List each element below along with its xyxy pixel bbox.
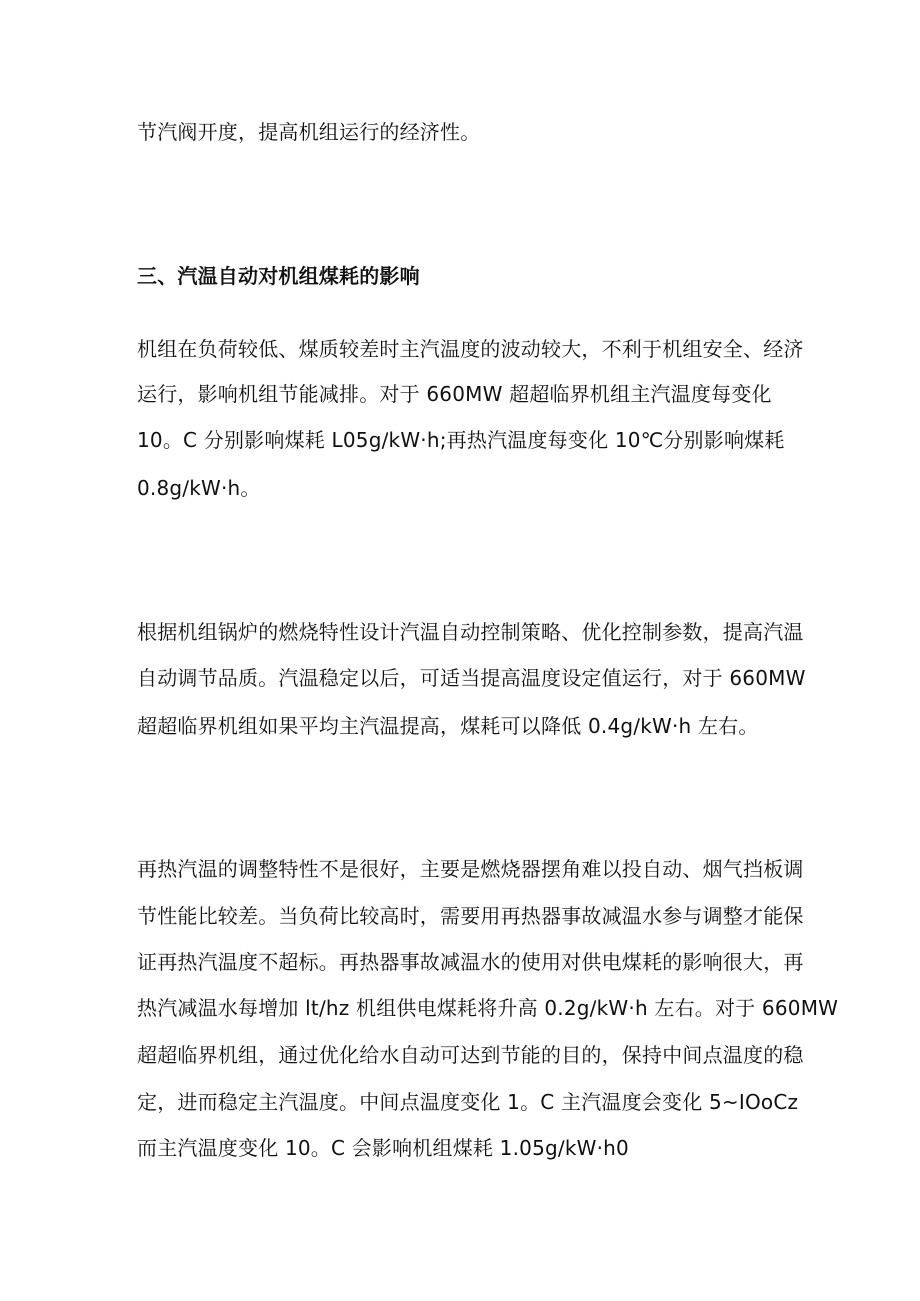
paragraph-line: 机组在负荷较低、煤质较差时主汽温度的波动较大，不利于机组安全、经济 xyxy=(137,337,804,361)
paragraph-line: 定，进而稳定主汽温度。中间点温度变化 1。C 主汽温度会变化 5~IOoCz xyxy=(137,1090,799,1114)
paragraph-line: 节汽阀开度，提高机组运行的经济性。 xyxy=(137,120,481,144)
paragraph-line: 证再热汽温度不超标。再热器事故减温水的使用对供电煤耗的影响很大，再 xyxy=(137,950,804,974)
paragraph-line: 节性能比较差。当负荷比较高时，需要用再热器事故减温水参与调整才能保 xyxy=(137,904,804,928)
paragraph-line: 再热汽温的调整特性不是很好，主要是燃烧器摆角难以投自动、烟气挡板调 xyxy=(137,857,804,881)
paragraph-line: 热汽减温水每增加 lt∕hz 机组供电煤耗将升高 0.2g∕kW·h 左右。对于 660MW xyxy=(137,996,839,1020)
section-heading: 三、汽温自动对机组煤耗的影响 xyxy=(137,264,420,288)
paragraph-line: 0.8g∕kW·h。 xyxy=(137,476,261,500)
paragraph-line: 自动调节品质。汽温稳定以后，可适当提高温度设定值运行，对于 660MW xyxy=(137,666,806,690)
paragraph-line: 超超临界机组如果平均主汽温提高，煤耗可以降低 0.4g∕kW·h 左右。 xyxy=(137,714,759,738)
paragraph-line: 运行，影响机组节能减排。对于 660MW 超超临界机组主汽温度每变化 xyxy=(137,382,772,406)
paragraph-line: 根据机组锅炉的燃烧特性设计汽温自动控制策略、优化控制参数，提高汽温 xyxy=(137,620,804,644)
paragraph-line: 超超临界机组，通过优化给水自动可达到节能的目的，保持中间点温度的稳 xyxy=(137,1043,804,1067)
paragraph-line: 而主汽温度变化 10。C 会影响机组煤耗 1.05g∕kW·h0 xyxy=(137,1136,629,1160)
paragraph-line: 10。C 分别影响煤耗 L05g∕kW·h;再热汽温度每变化 10℃分别影响煤耗 xyxy=(137,428,785,452)
